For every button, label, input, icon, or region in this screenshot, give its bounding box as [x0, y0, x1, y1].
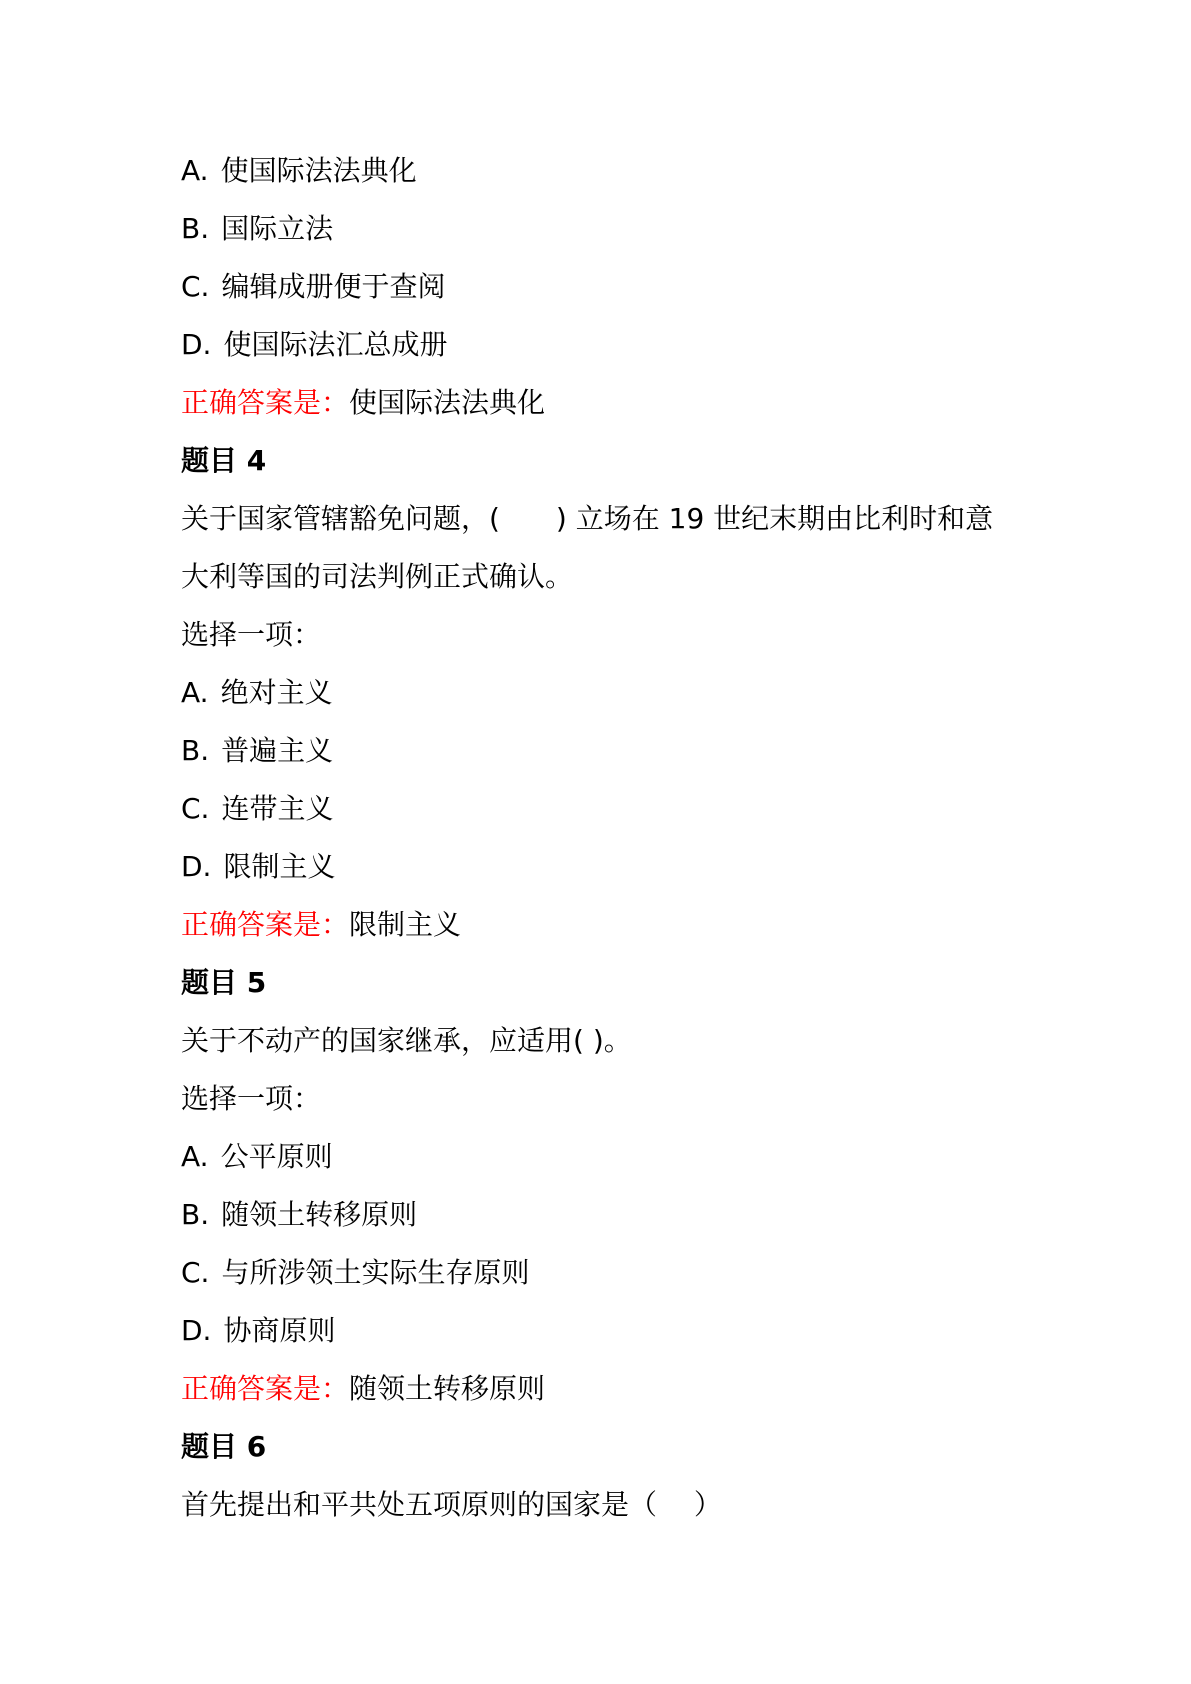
- option-text: 协商原则: [223, 1314, 336, 1347]
- option-d: [181, 838, 1061, 896]
- question-stem: 首先提出和平共处五项原则的国家是（ ）: [181, 1488, 722, 1521]
- correct-answer: [181, 1360, 1061, 1418]
- option-a: [181, 664, 1061, 722]
- answer-label: 正确答案是：: [181, 1372, 350, 1405]
- question-stem: 关于国家管辖豁免问题，( ) 立场在 19 世纪末期由比利时和意: [181, 502, 994, 535]
- option-text: 公平原则: [220, 1140, 333, 1173]
- option-c: [181, 258, 1061, 316]
- option-text: 普遍主义: [221, 734, 334, 767]
- option-text: 与所涉领土实际生存原则: [221, 1256, 530, 1289]
- answer-label: 正确答案是：: [181, 386, 350, 419]
- option-letter: B.: [181, 1198, 210, 1231]
- answer-text: 限制主义: [349, 908, 462, 941]
- answer-label: 正确答案是：: [181, 908, 350, 941]
- choose-prompt: 选择一项：: [181, 618, 322, 651]
- question-stem: 关于不动产的国家继承，应适用( )。: [181, 1024, 632, 1057]
- question-heading: 题目 6: [181, 1430, 267, 1463]
- answer-text: 使国际法法典化: [349, 386, 546, 419]
- option-letter: D.: [181, 850, 212, 883]
- option-letter: A.: [181, 676, 209, 709]
- option-a: [181, 1128, 1061, 1186]
- option-letter: D.: [181, 1314, 212, 1347]
- option-text: 使国际法法典化: [220, 154, 417, 187]
- option-c: [181, 780, 1061, 838]
- correct-answer: [181, 374, 1061, 432]
- option-letter: C.: [181, 1256, 210, 1289]
- option-text: 绝对主义: [220, 676, 333, 709]
- option-letter: B.: [181, 212, 210, 245]
- choose-prompt: 选择一项：: [181, 1082, 322, 1115]
- answer-text: 随领土转移原则: [349, 1372, 546, 1405]
- option-a: [181, 142, 1061, 200]
- document-page: [181, 142, 1061, 1534]
- question-stem: 大利等国的司法判例正式确认。: [181, 560, 574, 593]
- option-letter: D.: [181, 328, 212, 361]
- option-b: [181, 1186, 1061, 1244]
- option-text: 随领土转移原则: [221, 1198, 418, 1231]
- question-heading: 题目 5: [181, 966, 267, 999]
- option-letter: A.: [181, 1140, 209, 1173]
- question-heading: 题目 4: [181, 444, 267, 477]
- correct-answer: [181, 896, 1061, 954]
- option-c: [181, 1244, 1061, 1302]
- option-letter: C.: [181, 270, 210, 303]
- option-d: [181, 316, 1061, 374]
- option-b: [181, 722, 1061, 780]
- option-letter: B.: [181, 734, 210, 767]
- option-d: [181, 1302, 1061, 1360]
- option-b: [181, 200, 1061, 258]
- option-letter: A.: [181, 154, 209, 187]
- option-text: 编辑成册便于查阅: [221, 270, 446, 303]
- option-text: 连带主义: [221, 792, 334, 825]
- option-text: 限制主义: [223, 850, 336, 883]
- option-letter: C.: [181, 792, 210, 825]
- option-text: 国际立法: [221, 212, 334, 245]
- option-text: 使国际法汇总成册: [223, 328, 448, 361]
